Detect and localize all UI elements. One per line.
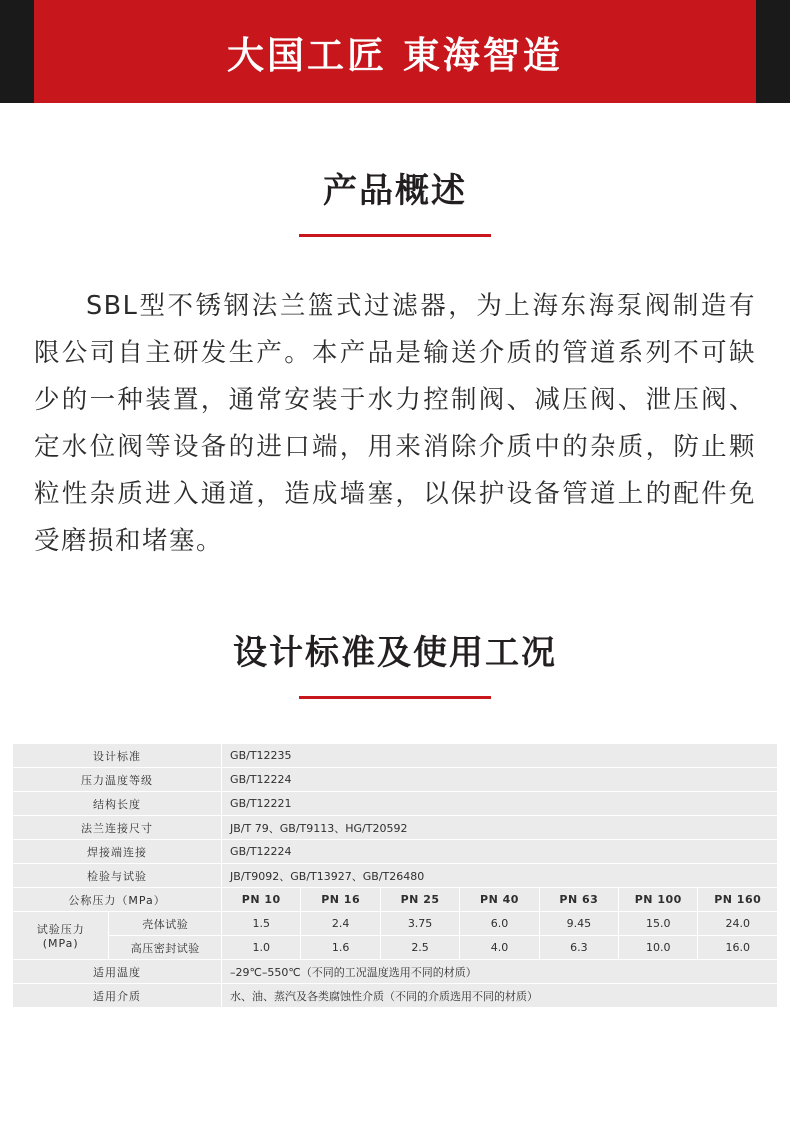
test-value: 6.3 <box>539 936 618 960</box>
overview-paragraph-block <box>34 283 756 565</box>
test-value: 9.45 <box>539 912 618 936</box>
row-value: JB/T 79、GB/T9113、HG/T20592 <box>222 816 778 840</box>
sub-label: 高压密封试验 <box>109 936 222 960</box>
table-row-seal-test <box>13 936 778 960</box>
row-label: 公称压力（MPa） <box>13 888 222 912</box>
table-row-medium <box>13 984 778 1008</box>
table-row <box>13 840 778 864</box>
table-row-shell-test <box>13 912 778 936</box>
overview-section-header <box>0 163 790 237</box>
spec-table-wrapper <box>12 743 778 1008</box>
sub-label: 壳体试验 <box>109 912 222 936</box>
row-value: GB/T12221 <box>222 792 778 816</box>
row-label: 适用温度 <box>13 960 222 984</box>
table-row-nominal-pressure <box>13 888 778 912</box>
row-value: –29℃–550℃（不同的工况温度选用不同的材质） <box>222 960 778 984</box>
row-value: 水、油、蒸汽及各类腐蚀性介质（不同的介质选用不同的材质） <box>222 984 778 1008</box>
test-value: 24.0 <box>698 912 778 936</box>
test-value: 1.0 <box>222 936 301 960</box>
row-value: GB/T12224 <box>222 840 778 864</box>
test-value: 16.0 <box>698 936 778 960</box>
table-row <box>13 744 778 768</box>
banner-edge-left <box>0 0 34 103</box>
overview-heading: 产品概述 <box>323 171 467 211</box>
standards-heading: 设计标准及使用工况 <box>233 633 557 673</box>
table-row <box>13 816 778 840</box>
row-label: 压力温度等级 <box>13 768 222 792</box>
test-value: 2.4 <box>301 912 380 936</box>
overview-paragraph: SBL型不锈钢法兰篮式过滤器，为上海东海泵阀制造有限公司自主研发生产。本产品是输送介质的管道系列不可缺少的一种装置，通常安装于水力控制阀、减压阀、泄压阀、定水位阀等设备的进口端，用来消除介质中的杂质，防止颗粒性杂质进入通道，造成墙塞，以保护设备管道上的配件免受磨损和堵塞。 <box>34 291 756 556</box>
pn-cell: PN 10 <box>222 888 301 912</box>
test-value: 6.0 <box>460 912 539 936</box>
row-label: 适用介质 <box>13 984 222 1008</box>
banner-title: 大国工匠 東海智造 <box>227 33 563 77</box>
test-pressure-label: 试验压力(MPa) <box>13 912 109 960</box>
pn-cell: PN 25 <box>380 888 459 912</box>
row-label: 焊接端连接 <box>13 840 222 864</box>
test-value: 10.0 <box>619 936 698 960</box>
standards-section-header <box>0 625 790 699</box>
pn-cell: PN 100 <box>619 888 698 912</box>
test-value: 3.75 <box>380 912 459 936</box>
row-value: GB/T12235 <box>222 744 778 768</box>
pn-cell: PN 160 <box>698 888 778 912</box>
pn-cell: PN 40 <box>460 888 539 912</box>
row-label: 结构长度 <box>13 792 222 816</box>
pn-cell: PN 16 <box>301 888 380 912</box>
row-label: 检验与试验 <box>13 864 222 888</box>
banner-edge-right <box>756 0 790 103</box>
test-value: 1.6 <box>301 936 380 960</box>
test-value: 4.0 <box>460 936 539 960</box>
table-row <box>13 768 778 792</box>
spec-table <box>12 743 778 1008</box>
table-row <box>13 864 778 888</box>
test-value: 15.0 <box>619 912 698 936</box>
test-value: 1.5 <box>222 912 301 936</box>
standards-heading-rule <box>299 696 491 699</box>
table-row-temperature <box>13 960 778 984</box>
pn-cell: PN 63 <box>539 888 618 912</box>
row-label: 法兰连接尺寸 <box>13 816 222 840</box>
row-value: GB/T12224 <box>222 768 778 792</box>
row-label: 设计标准 <box>13 744 222 768</box>
top-banner <box>0 0 790 103</box>
row-value: JB/T9092、GB/T13927、GB/T26480 <box>222 864 778 888</box>
test-value: 2.5 <box>380 936 459 960</box>
overview-heading-rule <box>299 234 491 237</box>
table-row <box>13 792 778 816</box>
